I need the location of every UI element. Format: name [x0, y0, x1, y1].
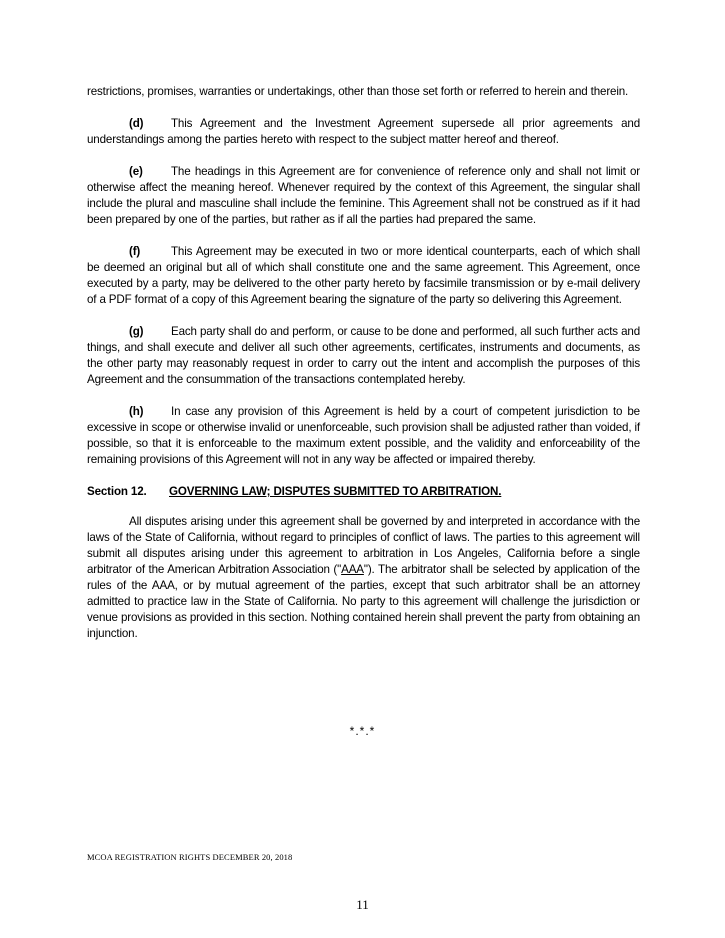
paragraph-d-text: This Agreement and the Investment Agreement supersede all prior agreements and understandings among the parties hereto with respect to the subject matter hereof and thereof. — [87, 117, 640, 146]
section-12-number: Section 12. — [87, 485, 147, 498]
paragraph-g — [87, 324, 640, 388]
paragraph-f-text: This Agreement may be executed in two or more identical counterparts, each of which shall be deemed an original but all of which shall constitute one and the same agreement. This Agreement, once executed by a party, may be delivered to the other party hereto by facsimile transmission or by e-mail delivery of a PDF format of a copy of this Agreement bearing the signature of the party so delivering this Agreement. — [87, 245, 640, 306]
paragraph-d-marker: (d) — [129, 117, 144, 130]
section-12-heading — [87, 484, 640, 500]
paragraph-g-marker: (g) — [129, 325, 144, 338]
paragraph-d — [87, 116, 640, 148]
paragraph-e — [87, 164, 640, 228]
section-12-title: GOVERNING LAW; DISPUTES SUBMITTED TO ARBITRATION. — [169, 485, 502, 498]
document-body — [87, 84, 640, 658]
paragraph-h-marker: (h) — [129, 405, 144, 418]
paragraph-e-text: The headings in this Agreement are for convenience of reference only and shall not limit or otherwise affect the meaning hereof. Whenever required by the context of this Agreement, the singular shall include the plural and masculine shall include the feminine. This Agreement shall not be construed as if it had been prepared by one of the parties, but rather as if all the parties had prepared the same. — [87, 165, 640, 226]
paragraph-intro — [87, 84, 640, 100]
paragraph-h-text: In case any provision of this Agreement is held by a court of competent jurisdiction to be excessive in scope or otherwise invalid or unenforceable, such provision shall be adjusted rather than voided, if possible, so that it is enforceable to the maximum extent possible, and the validity and enforceability of the remaining provisions of this Agreement will not in any way be affected or impaired thereby. — [87, 405, 640, 466]
paragraph-f-marker: (f) — [129, 245, 141, 258]
paragraph-e-marker: (e) — [129, 165, 143, 178]
section-12-body — [87, 514, 640, 642]
footer-document-id: MCOA REGISTRATION RIGHTS DECEMBER 20, 2018 — [87, 852, 293, 862]
end-of-document-marker: *.*.* — [349, 724, 376, 738]
section-12-text-before: All disputes arising under this agreement shall be governed by and interpreted in accordance with the laws of the State of California, without regard to principles of conflict of laws. The parties to this agreement will submit all disputes arising under this agreement to arbitration in Los Angeles, California before a single arbitrator of the American Arbitration Association (" — [87, 515, 640, 576]
paragraph-h — [87, 404, 640, 468]
paragraph-g-text: Each party shall do and perform, or cause to be done and performed, all such further acts and things, and shall execute and deliver all such other agreements, certificates, instruments and documents, as the other party may reasonably request in order to carry out the intent and accomplish the purposes of this Agreement and the consummation of the transactions contemplated hereby. — [87, 325, 640, 386]
paragraph-f — [87, 244, 640, 308]
page-number: 11 — [356, 897, 369, 912]
section-12-abbrev: AAA — [341, 563, 364, 576]
section-12-text-after: "). The arbitrator shall be selected by application of the rules of the AAA, or by mutual agreement of the parties, except that such arbitrator shall be an attorney admitted to practice law in the State of California. No party to this agreement will challenge the jurisdiction or venue provisions as provided in this section. Nothing contained herein shall prevent the party from obtaining an injunction. — [87, 563, 640, 640]
paragraph-intro-text: restrictions, promises, warranties or undertakings, other than those set forth or referred to herein and therein. — [87, 85, 629, 98]
